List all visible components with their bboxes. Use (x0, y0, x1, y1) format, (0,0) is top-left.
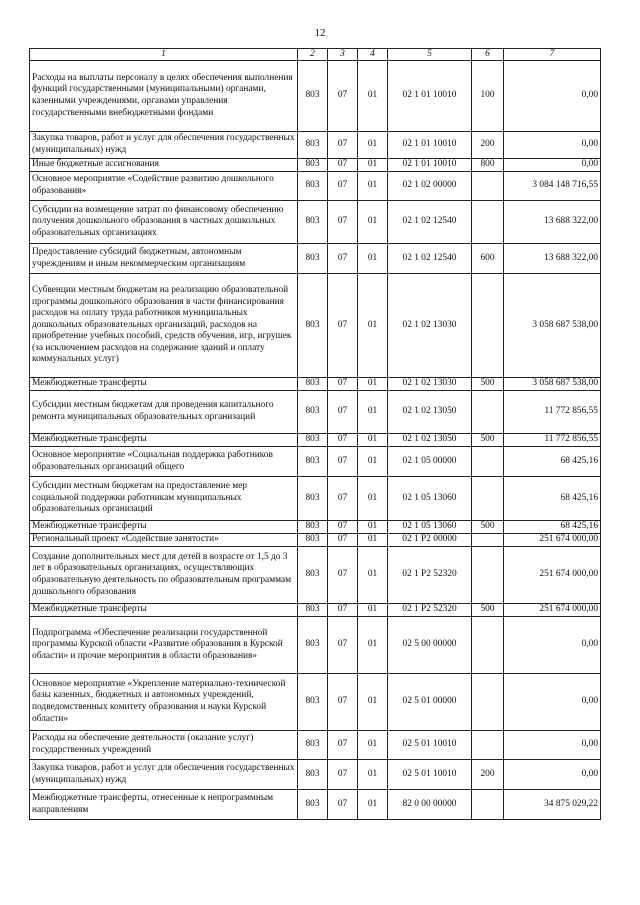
row-ministry: 803 (298, 604, 328, 617)
row-expense-type (472, 477, 504, 521)
row-section: 07 (328, 604, 358, 617)
table-row (30, 378, 601, 391)
row-amount: 0,00 (504, 674, 601, 731)
table-row (30, 447, 601, 477)
row-section: 07 (328, 790, 358, 820)
header-col-5: 5 (388, 49, 472, 61)
row-amount: 11 772 856,55 (504, 391, 601, 434)
row-expense-type: 500 (472, 604, 504, 617)
row-ministry: 803 (298, 201, 328, 244)
row-subsection: 01 (358, 547, 388, 604)
row-name: Расходы на обеспечение деятельности (оказание услуг) государственных учреждений (30, 731, 298, 760)
row-ministry: 803 (298, 172, 328, 201)
row-amount: 0,00 (504, 617, 601, 674)
row-subsection: 01 (358, 674, 388, 731)
table-row (30, 547, 601, 604)
row-target-article: 02 5 01 10010 (388, 731, 472, 760)
row-expense-type: 500 (472, 378, 504, 391)
header-col-2: 2 (298, 49, 328, 61)
table-row (30, 617, 601, 674)
row-name: Подпрограмма «Обеспечение реализации государственной программы Курской области «Развитие образования в Курской области» и прочие мероприятия в области образования» (30, 617, 298, 674)
row-name: Расходы на выплаты персоналу в целях обеспечения выполнения функций государственными (муниципальными) органами, казенными учреждениями, органами управления государственными внебюджетными фондами (30, 61, 298, 132)
header-col-6: 6 (472, 49, 504, 61)
row-target-article: 02 5 01 10010 (388, 760, 472, 790)
row-ministry: 803 (298, 521, 328, 534)
row-name: Создание дополнительных мест для детей в возрасте от 1,5 до 3 лет в образовательных организациях, осуществляющих образовательную деятельность по образовательным программам дошкольного образования (30, 547, 298, 604)
row-target-article: 02 1 05 13060 (388, 521, 472, 534)
table-row (30, 434, 601, 447)
row-amount: 34 875 029,22 (504, 790, 601, 820)
row-subsection: 01 (358, 201, 388, 244)
row-target-article: 02 1 01 10010 (388, 159, 472, 172)
row-subsection: 01 (358, 61, 388, 132)
row-amount: 0,00 (504, 159, 601, 172)
row-ministry: 803 (298, 434, 328, 447)
header-col-3: 3 (328, 49, 358, 61)
row-ministry: 803 (298, 61, 328, 132)
row-expense-type: 600 (472, 244, 504, 274)
row-subsection: 01 (358, 244, 388, 274)
row-amount: 13 688 322,00 (504, 244, 601, 274)
row-expense-type: 200 (472, 132, 504, 159)
row-ministry: 803 (298, 477, 328, 521)
row-section: 07 (328, 61, 358, 132)
row-amount: 0,00 (504, 731, 601, 760)
row-name: Иные бюджетные ассигнования (30, 159, 298, 172)
row-expense-type (472, 391, 504, 434)
row-expense-type (472, 447, 504, 477)
row-expense-type: 500 (472, 434, 504, 447)
row-ministry: 803 (298, 731, 328, 760)
row-subsection: 01 (358, 790, 388, 820)
row-ministry: 803 (298, 674, 328, 731)
row-target-article: 02 1 01 10010 (388, 132, 472, 159)
row-amount: 0,00 (504, 61, 601, 132)
row-ministry: 803 (298, 159, 328, 172)
row-subsection: 01 (358, 434, 388, 447)
row-subsection: 01 (358, 378, 388, 391)
row-target-article: 02 5 00 00000 (388, 617, 472, 674)
row-name: Межбюджетные трансферты (30, 604, 298, 617)
row-target-article: 82 0 00 00000 (388, 790, 472, 820)
table-header-row (30, 49, 601, 61)
page-number: 12 (314, 27, 326, 39)
row-target-article: 02 1 02 12540 (388, 201, 472, 244)
table-row (30, 477, 601, 521)
row-amount: 251 674 000,00 (504, 604, 601, 617)
row-amount: 13 688 322,00 (504, 201, 601, 244)
row-subsection: 01 (358, 132, 388, 159)
row-section: 07 (328, 391, 358, 434)
row-ministry: 803 (298, 790, 328, 820)
header-col-7: 7 (504, 49, 601, 61)
table-row (30, 604, 601, 617)
table-row (30, 534, 601, 547)
row-section: 07 (328, 760, 358, 790)
row-ministry: 803 (298, 760, 328, 790)
row-ministry: 803 (298, 447, 328, 477)
table-row (30, 132, 601, 159)
row-amount: 11 772 856,55 (504, 434, 601, 447)
row-name: Межбюджетные трансферты, отнесенные к непрограммным направлениям (30, 790, 298, 820)
row-expense-type: 100 (472, 61, 504, 132)
row-name: Основное мероприятие «Содействие развитию дошкольного образования» (30, 172, 298, 201)
row-expense-type (472, 790, 504, 820)
row-section: 07 (328, 521, 358, 534)
row-name: Региональный проект «Содействие занятости» (30, 534, 298, 547)
row-name: Субсидии местным бюджетам на предоставление мер социальной поддержки работникам муниципальных образовательных организаций (30, 477, 298, 521)
row-target-article: 02 1 02 00000 (388, 172, 472, 201)
row-target-article: 02 1 01 10010 (388, 61, 472, 132)
table-row (30, 674, 601, 731)
row-section: 07 (328, 274, 358, 378)
row-ministry: 803 (298, 547, 328, 604)
row-name: Основное мероприятие «Социальная поддержка работников образовательных организаций общего (30, 447, 298, 477)
row-expense-type (472, 534, 504, 547)
row-target-article: 02 1 02 13050 (388, 391, 472, 434)
row-name: Субвенции местным бюджетам на реализацию образовательной программы дошкольного образования в части финансирования расходов на оплату труда работников муниципальных дошкольных образовательных организаций, расходов на приобретение учебных пособий, средств обучения, игр, игрушек (за исключением расходов на содержание зданий и оплату коммунальных услуг) (30, 274, 298, 378)
row-amount: 68 425,16 (504, 447, 601, 477)
row-expense-type (472, 731, 504, 760)
table-row (30, 790, 601, 820)
row-subsection: 01 (358, 477, 388, 521)
row-section: 07 (328, 617, 358, 674)
row-amount: 0,00 (504, 760, 601, 790)
row-expense-type (472, 674, 504, 731)
row-expense-type (472, 201, 504, 244)
row-subsection: 01 (358, 159, 388, 172)
row-target-article: 02 1 02 12540 (388, 244, 472, 274)
row-expense-type (472, 547, 504, 604)
row-amount: 3 084 148 716,55 (504, 172, 601, 201)
row-name: Межбюджетные трансферты (30, 521, 298, 534)
row-section: 07 (328, 447, 358, 477)
row-target-article: 02 5 01 00000 (388, 674, 472, 731)
row-target-article: 02 1 02 13050 (388, 434, 472, 447)
row-amount: 3 058 687 538,00 (504, 378, 601, 391)
row-target-article: 02 1 05 13060 (388, 477, 472, 521)
row-section: 07 (328, 731, 358, 760)
row-ministry: 803 (298, 274, 328, 378)
row-name: Межбюджетные трансферты (30, 434, 298, 447)
row-subsection: 01 (358, 604, 388, 617)
table-row (30, 760, 601, 790)
row-amount: 68 425,16 (504, 477, 601, 521)
row-name: Основное мероприятие «Укрепление материально-технической базы казенных, бюджетных и автономных учреждений, подведомственных комитету образования и науки Курской области» (30, 674, 298, 731)
row-expense-type (472, 172, 504, 201)
row-expense-type (472, 274, 504, 378)
row-section: 07 (328, 547, 358, 604)
row-amount: 3 058 687 538,00 (504, 274, 601, 378)
row-name: Закупка товаров, работ и услуг для обеспечения государственных (муниципальных) нужд (30, 132, 298, 159)
row-section: 07 (328, 534, 358, 547)
row-section: 07 (328, 132, 358, 159)
row-section: 07 (328, 477, 358, 521)
row-target-article: 02 1 P2 52320 (388, 547, 472, 604)
row-subsection: 01 (358, 447, 388, 477)
row-target-article: 02 1 P2 00000 (388, 534, 472, 547)
row-ministry: 803 (298, 534, 328, 547)
row-subsection: 01 (358, 760, 388, 790)
row-name: Субсидии на возмещение затрат по финансовому обеспечению получения дошкольного образования в частных дошкольных образовательных организациях (30, 201, 298, 244)
row-ministry: 803 (298, 132, 328, 159)
row-expense-type: 200 (472, 760, 504, 790)
row-section: 07 (328, 434, 358, 447)
row-section: 07 (328, 201, 358, 244)
row-name: Закупка товаров, работ и услуг для обеспечения государственных (муниципальных) нужд (30, 760, 298, 790)
table-row (30, 201, 601, 244)
row-target-article: 02 1 02 13030 (388, 378, 472, 391)
table-row (30, 172, 601, 201)
row-subsection: 01 (358, 274, 388, 378)
row-ministry: 803 (298, 617, 328, 674)
table-row (30, 521, 601, 534)
row-section: 07 (328, 378, 358, 391)
row-subsection: 01 (358, 617, 388, 674)
row-name: Предоставление субсидий бюджетным, автономным учреждениям и иным некоммерческим организациям (30, 244, 298, 274)
row-ministry: 803 (298, 244, 328, 274)
row-target-article: 02 1 P2 52320 (388, 604, 472, 617)
row-expense-type: 500 (472, 521, 504, 534)
row-expense-type (472, 617, 504, 674)
row-subsection: 01 (358, 731, 388, 760)
table-row (30, 159, 601, 172)
row-subsection: 01 (358, 391, 388, 434)
row-amount: 68 425,16 (504, 521, 601, 534)
budget-table (29, 48, 601, 820)
row-name: Межбюджетные трансферты (30, 378, 298, 391)
row-target-article: 02 1 02 13030 (388, 274, 472, 378)
row-expense-type: 800 (472, 159, 504, 172)
row-section: 07 (328, 244, 358, 274)
table-row (30, 391, 601, 434)
row-amount: 251 674 000,00 (504, 547, 601, 604)
table-row (30, 61, 601, 132)
row-amount: 0,00 (504, 132, 601, 159)
header-col-4: 4 (358, 49, 388, 61)
row-subsection: 01 (358, 521, 388, 534)
row-section: 07 (328, 159, 358, 172)
header-col-1: 1 (30, 49, 298, 61)
row-target-article: 02 1 05 00000 (388, 447, 472, 477)
table-row (30, 244, 601, 274)
table-row (30, 731, 601, 760)
row-ministry: 803 (298, 391, 328, 434)
row-ministry: 803 (298, 378, 328, 391)
row-subsection: 01 (358, 534, 388, 547)
row-name: Субсидии местным бюджетам для проведения капитального ремонта муниципальных образовательных организаций (30, 391, 298, 434)
row-subsection: 01 (358, 172, 388, 201)
row-section: 07 (328, 674, 358, 731)
table-row (30, 274, 601, 378)
row-amount: 251 674 000,00 (504, 534, 601, 547)
row-section: 07 (328, 172, 358, 201)
